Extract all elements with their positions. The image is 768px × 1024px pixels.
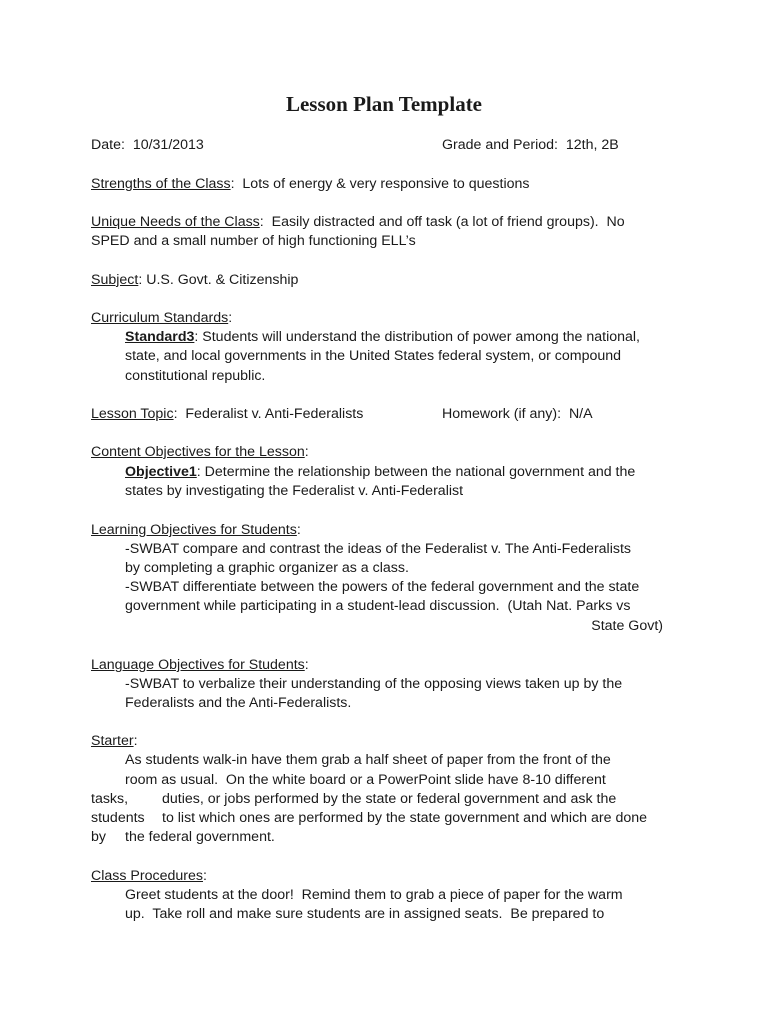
learning-line-5: State Govt) xyxy=(591,618,663,634)
procedures-line-1: Greet students at the door! Remind them to grab a piece of paper for the warm xyxy=(125,887,623,903)
starter-line-5-start: by xyxy=(91,829,106,845)
needs-text-1: : Easily distracted and off task (a lot of friend groups). No xyxy=(259,214,625,230)
procedures-line-2: up. Take roll and make sure students are in assigned seats. Be prepared to xyxy=(125,906,605,922)
procedures-label: Class Procedures xyxy=(91,868,203,884)
learning-line-2: by completing a graphic organizer as a class. xyxy=(125,560,409,576)
topic-label: Lesson Topic xyxy=(91,406,174,422)
starter-label: Starter xyxy=(91,733,134,749)
topic-line xyxy=(91,405,363,424)
starter-line-5-end: the federal government. xyxy=(125,829,275,845)
date-value: 10/31/2013 xyxy=(132,137,204,153)
curriculum-heading xyxy=(91,309,232,328)
content-obj-heading xyxy=(91,443,309,462)
starter-heading xyxy=(91,732,138,751)
learning-line-1: -SWBAT compare and contrast the ideas of the Federalist v. The Anti-Federalists xyxy=(125,541,631,557)
starter-line-1: As students walk-in have them grab a half sheet of paper from the front of the xyxy=(125,752,611,768)
curriculum-colon: : xyxy=(228,310,233,326)
strengths-label: Strengths of the Class xyxy=(91,176,231,192)
subject-text: : U.S. Govt. & Citizenship xyxy=(138,272,299,288)
starter-line-3-start: tasks, xyxy=(91,791,129,807)
grade-label: Grade and Period: xyxy=(442,137,558,153)
standard-line-2: state, and local governments in the United States federal system, or compound xyxy=(125,348,622,364)
starter-line-3-end: duties, or jobs performed by the state or federal government and ask the xyxy=(162,791,617,807)
learning-line-4: government while participating in a student-lead discussion. (Utah Nat. Parks vs xyxy=(125,598,631,614)
objective-label: Objective1 xyxy=(125,464,197,480)
strengths-text: : Lots of energy & very responsive to questions xyxy=(230,176,530,192)
content-obj-label: Content Objectives for the Lesson xyxy=(91,444,305,460)
standard-line-3: constitutional republic. xyxy=(125,368,266,384)
strengths-line xyxy=(91,175,529,194)
starter-line-4-end: to list which ones are performed by the state government and which are done xyxy=(162,810,648,826)
curriculum-label: Curriculum Standards xyxy=(91,310,229,326)
subject-label: Subject xyxy=(91,272,139,288)
standard-label: Standard3 xyxy=(125,329,195,345)
page-title: Lesson Plan Template xyxy=(285,92,483,116)
starter-line-2: room as usual. On the white board or a PowerPoint slide have 8-10 different xyxy=(125,772,606,788)
needs-label: Unique Needs of the Class xyxy=(91,214,260,230)
objective-text-1: : Determine the relationship between the national government and the xyxy=(196,464,636,480)
language-line-2: Federalists and the Anti-Federalists. xyxy=(125,695,352,711)
language-obj-colon: : xyxy=(304,657,309,673)
homework-value: N/A xyxy=(568,406,593,422)
learning-obj-colon: : xyxy=(296,522,301,538)
standard-text-1: : Students will understand the distribution of power among the national, xyxy=(194,329,640,345)
procedures-colon: : xyxy=(202,868,207,884)
standard-line-1 xyxy=(125,328,640,347)
learning-line-3: -SWBAT differentiate between the powers of the federal government and the state xyxy=(125,579,640,595)
homework-label: Homework (if any): xyxy=(442,406,562,422)
topic-text: : Federalist v. Anti-Federalists xyxy=(173,406,364,422)
date-label: Date: xyxy=(91,137,125,153)
procedures-heading xyxy=(91,867,207,886)
language-obj-label: Language Objectives for Students xyxy=(91,657,305,673)
starter-line-4-start: students xyxy=(91,810,145,826)
starter-colon: : xyxy=(133,733,138,749)
needs-line-2: SPED and a small number of high functioning ELL’s xyxy=(91,233,416,249)
date-line xyxy=(91,136,204,155)
learning-obj-heading xyxy=(91,521,301,540)
needs-line-1 xyxy=(91,213,625,232)
subject-line xyxy=(91,271,298,290)
objective-line-2: states by investigating the Federalist v. Anti-Federalist xyxy=(125,483,464,499)
grade-value: 12th, 2B xyxy=(565,137,619,153)
homework-line xyxy=(442,405,593,424)
language-line-1: -SWBAT to verbalize their understanding of the opposing views taken up by the xyxy=(125,676,623,692)
grade-line xyxy=(442,136,619,155)
objective-line-1 xyxy=(125,463,635,482)
content-obj-colon: : xyxy=(304,444,309,460)
learning-obj-label: Learning Objectives for Students xyxy=(91,522,297,538)
language-obj-heading xyxy=(91,656,309,675)
